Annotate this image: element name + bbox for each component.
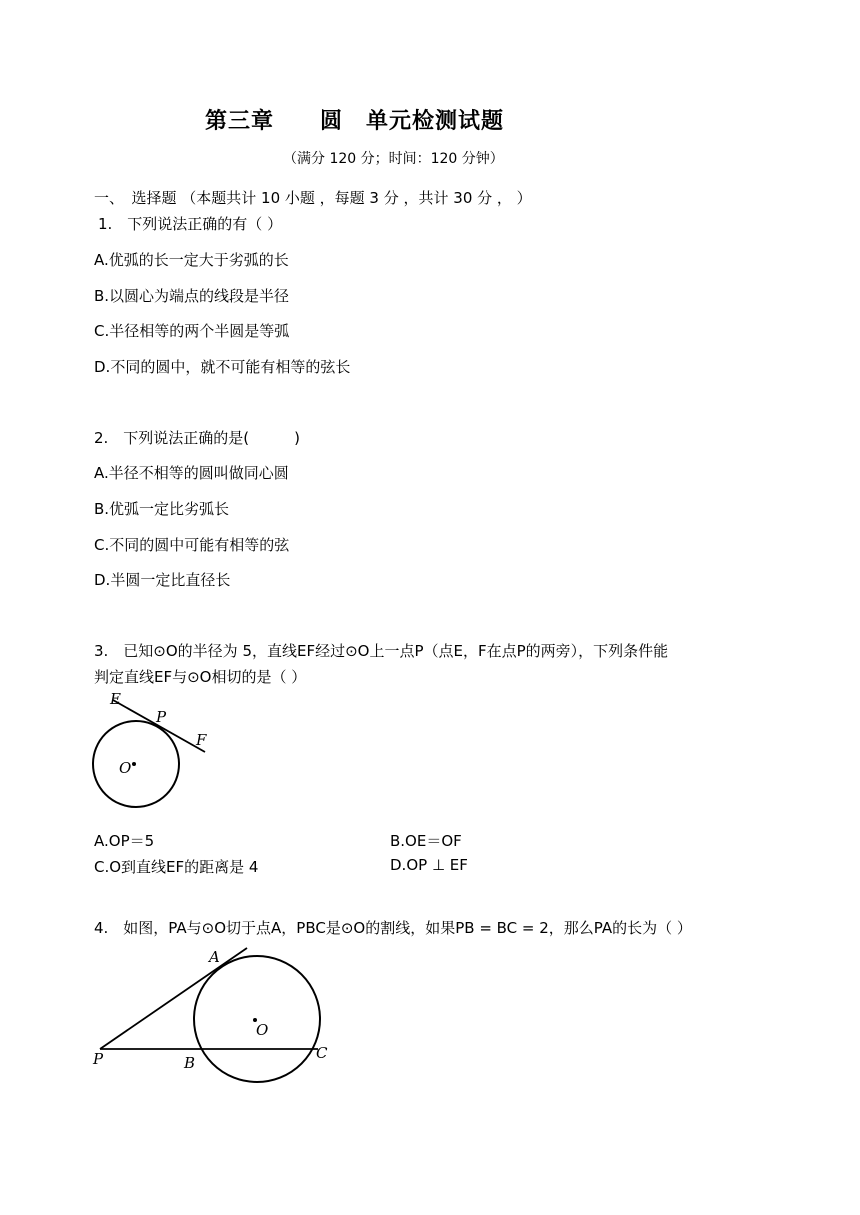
label-o: O xyxy=(256,1021,269,1039)
section-heading: 一、 选择题 （本题共计 10 小题 ，每题 3 分 ，共计 30 分 ， ） xyxy=(94,189,532,207)
question-2-option-d: D.半圆一定比直径长 xyxy=(94,571,231,589)
tangent-line-pa xyxy=(100,948,247,1049)
label-o: O xyxy=(119,759,132,777)
question-3-figure xyxy=(88,688,218,813)
label-c: C xyxy=(316,1044,328,1062)
circle-o xyxy=(194,956,320,1082)
question-2-option-c: C.不同的圆中可能有相等的弦 xyxy=(94,536,290,554)
question-4-figure xyxy=(85,940,345,1090)
label-a: A xyxy=(209,948,220,966)
center-point-o xyxy=(132,762,136,766)
page-title: 第三章 圆 单元检测试题 xyxy=(205,109,505,134)
question-3-option-d: D.OP ⊥ EF xyxy=(390,856,468,874)
question-1-option-d: D.不同的圆中，就不可能有相等的弦长 xyxy=(94,358,351,376)
question-3-option-c: C.O到直线EF的距离是 4 xyxy=(94,858,259,876)
label-b: B xyxy=(184,1054,196,1072)
label-e: E xyxy=(110,690,121,708)
question-3-option-a: A.OP＝5 xyxy=(94,832,155,850)
label-p: P xyxy=(93,1050,104,1068)
question-1-option-c: C.半径相等的两个半圆是等弧 xyxy=(94,322,290,340)
label-f: F xyxy=(196,731,207,749)
question-1-option-b: B.以圆心为端点的线段是半径 xyxy=(94,287,290,305)
exam-info: （满分 120 分；时间：120 分钟） xyxy=(283,151,504,167)
question-2-option-b: B.优弧一定比劣弧长 xyxy=(94,500,230,518)
question-3-stem-line1: 3. 已知⊙O的半径为 5，直线EF经过⊙O上一点P（点E，F在点P的两旁），下列条件能 xyxy=(94,642,669,660)
question-3-option-b: B.OE＝OF xyxy=(390,832,462,850)
question-1-option-a: A.优弧的长一定大于劣弧的长 xyxy=(94,251,289,269)
label-p: P xyxy=(156,708,167,726)
question-2-option-a: A.半径不相等的圆叫做同心圆 xyxy=(94,464,289,482)
question-2-stem: 2. 下列说法正确的是( ) xyxy=(94,429,301,447)
question-1-stem: 1. 下列说法正确的有（ ） xyxy=(98,215,283,233)
question-3-stem-line2: 判定直线EF与⊙O相切的是（ ） xyxy=(94,668,307,686)
question-4-stem: 4. 如图，PA与⊙O切于点A，PBC是⊙O的割线，如果PB = BC = 2，那么PA的长为（ ） xyxy=(94,919,692,937)
